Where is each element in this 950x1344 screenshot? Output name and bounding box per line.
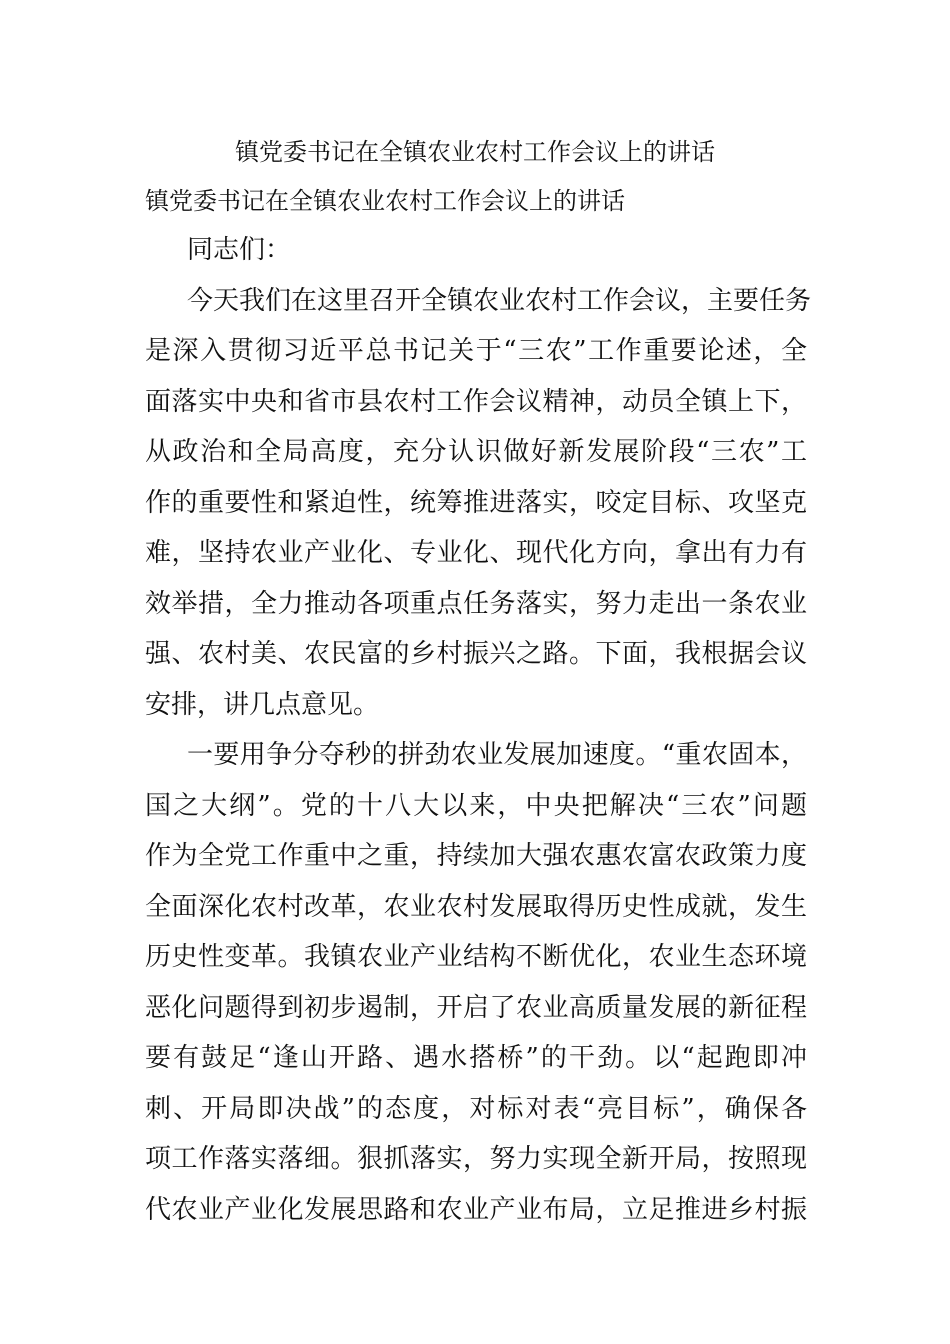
- paragraph-line: 难，坚持农业产业化、专业化、现代化方向，拿出有力有: [145, 538, 807, 568]
- paragraph-line: 从政治和全局高度，充分认识做好新发展阶段“三农”工: [145, 437, 807, 467]
- paragraph-line: 强、农村美、农民富的乡村振兴之路。下面，我根据会议: [145, 639, 807, 669]
- paragraph-line: 刺、开局即决战”的态度，对标对表“亮目标”，确保各: [145, 1093, 807, 1124]
- salutation: 同志们：: [187, 235, 292, 265]
- paragraph-line: 要有鼓足“逢山开路、遇水搭桥”的干劲。以“起跑即冲: [145, 1043, 807, 1073]
- paragraph-line: 国之大纲”。党的十八大以来，中央把解决“三农”问题: [145, 790, 807, 821]
- paragraph-line: 代农业产业化发展思路和农业产业布局，立足推进乡村振: [145, 1194, 807, 1225]
- paragraph-line: 历史性变革。我镇农业产业结构不断优化，农业生态环境: [145, 942, 807, 972]
- paragraph-line: 一要用争分夺秒的拼劲农业发展加速度。“重农固本，: [187, 740, 807, 770]
- paragraph-line: 面落实中央和省市县农村工作会议精神，动员全镇上下，: [145, 386, 807, 417]
- paragraph-line: 效举措，全力推动各项重点任务落实，努力走出一条农业: [145, 588, 807, 619]
- paragraph-line: 作的重要性和紧迫性，统筹推进落实，咬定目标、攻坚克: [145, 487, 807, 518]
- document-subtitle: 镇党委书记在全镇农业农村工作会议上的讲话: [145, 187, 625, 215]
- paragraph-line: 是深入贯彻习近平总书记关于“三农”工作重要论述，全: [145, 336, 807, 366]
- paragraph-line: 恶化问题得到初步遏制，开启了农业高质量发展的新征程: [145, 992, 807, 1023]
- document-body: [145, 225, 812, 1235]
- paragraph-line: 作为全党工作重中之重，持续加大强农惠农富农政策力度: [145, 841, 807, 871]
- paragraph-line: 项工作落实落细。狠抓落实，努力实现全新开局，按照现: [145, 1144, 807, 1174]
- paragraph-line: 全面深化农村改革，农业农村发展取得历史性成就，发生: [145, 891, 807, 922]
- paragraph-line: 安排，讲几点意见。: [145, 689, 380, 720]
- paragraph-line: 今天我们在这里召开全镇农业农村工作会议，主要任务: [187, 285, 812, 316]
- document-title: 镇党委书记在全镇农业农村工作会议上的讲话: [235, 138, 715, 166]
